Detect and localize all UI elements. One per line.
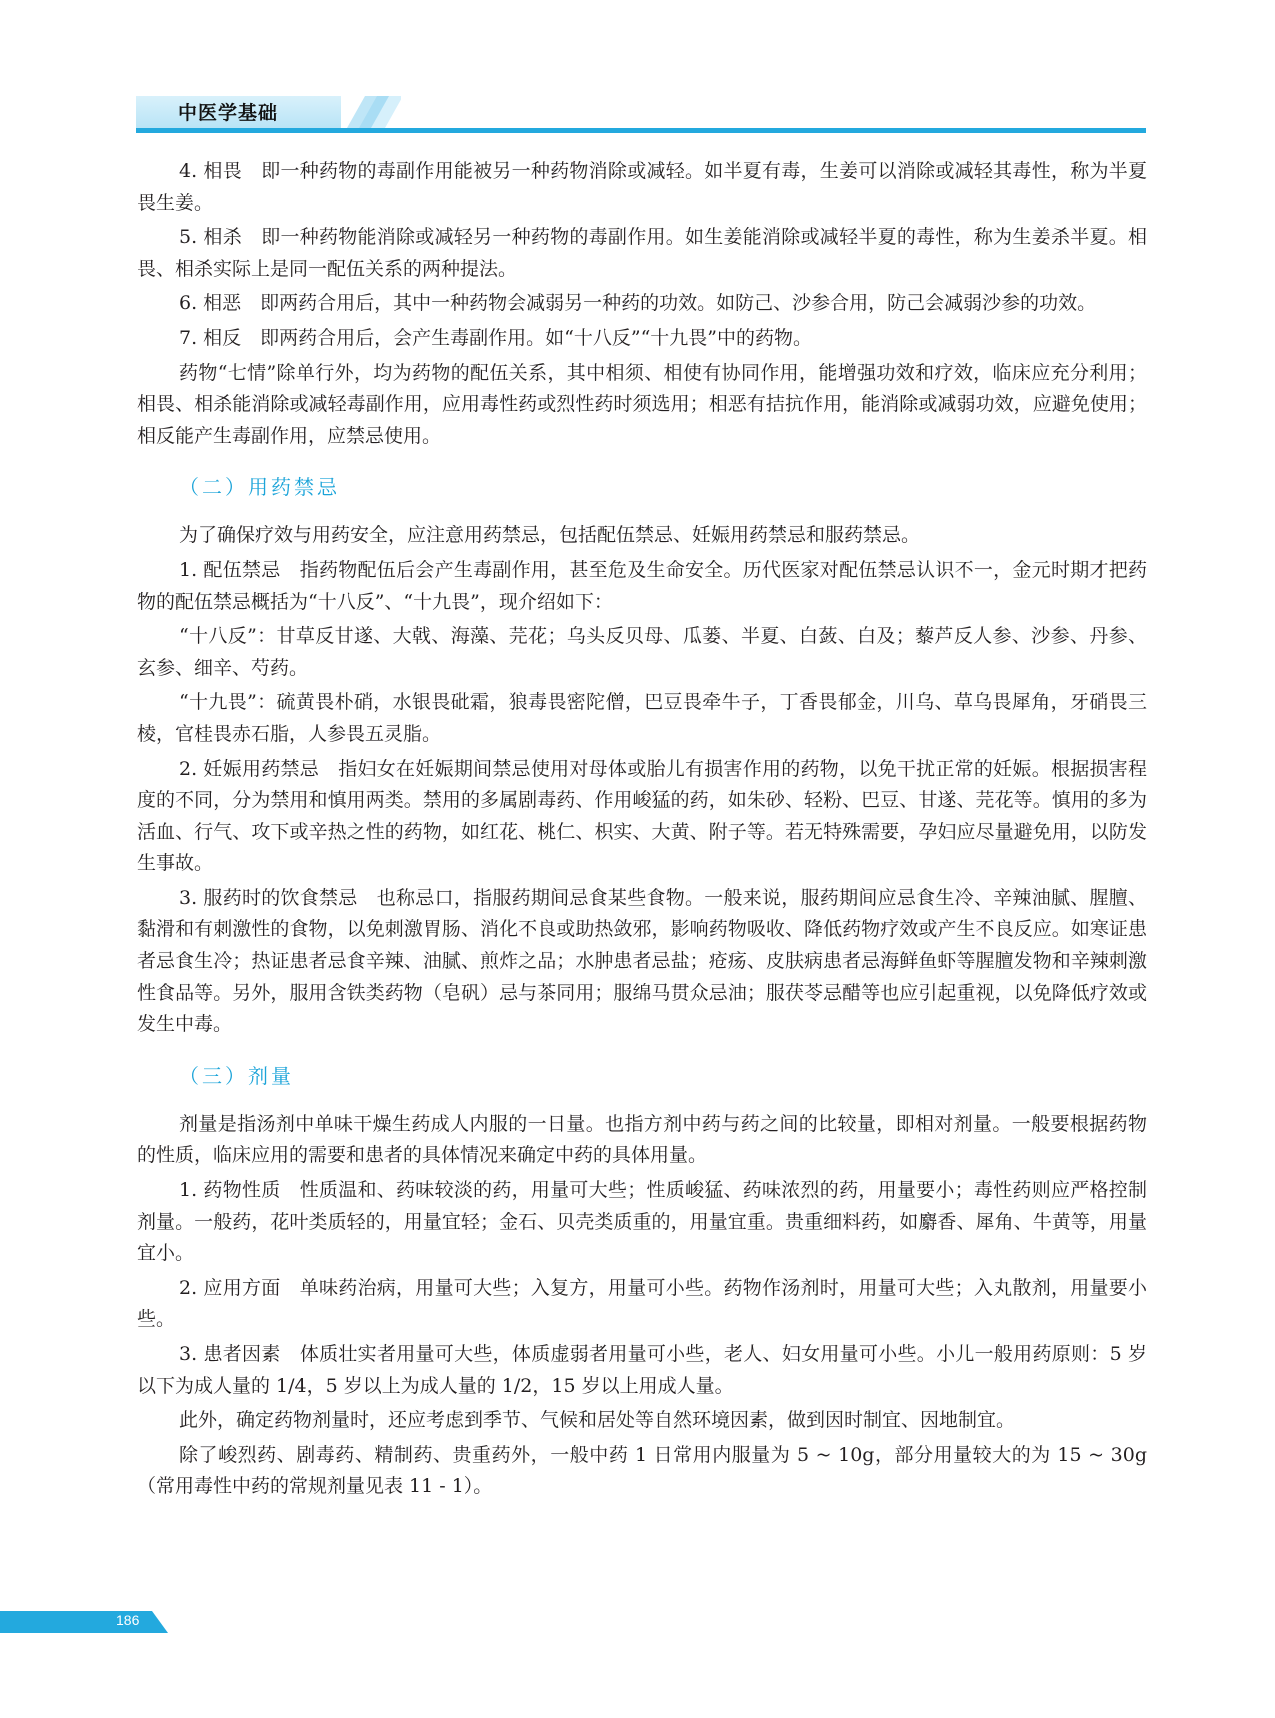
paragraph-nineteen-incompatibilities: “十九畏”：硫黄畏朴硝，水银畏砒霜，狼毒畏密陀僧，巴豆畏牵牛子，丁香畏郁金，川乌、草乌畏犀角，牙硝畏三棱，官桂畏赤石脂，人参畏五灵脂。 [137,691,1147,745]
page-body [137,156,1147,1506]
paragraph-xiangwei: 4. 相畏 即一种药物的毒副作用能被另一种药物消除或减轻。如半夏有毒，生姜可以消除或减轻其毒性，称为半夏畏生姜。 [137,160,1147,214]
paragraph-qiqing-summary: 药物“七情”除单行外，均为药物的配伍关系，其中相须、相使有协同作用，能增强功效和疗效，临床应充分利用；相畏、相杀能消除或减轻毒副作用，应用毒性药或烈性药时须选用；相恶有拮抗作用，能消除或减弱功效，应避免使用；相反能产生毒副作用，应禁忌使用。 [137,361,1147,447]
running-header [136,92,1146,132]
book-title: 中医学基础 [178,102,279,124]
paragraph-pregnancy-taboo: 2. 妊娠用药禁忌 指妇女在妊娠期间禁忌使用对母体或胎儿有损害作用的药物，以免干扰正常的妊娠。根据损害程度的不同，分为禁用和慎用两类。禁用的多属剧毒药、作用峻猛的药，如朱砂、轻粉、巴豆、甘遂、芫花等。慎用的多为活血、行气、攻下或辛热之性的药物，如红花、桃仁、枳实、大黄、附子等。若无特殊需要，孕妇应尽量避免用，以防发生事故。 [137,757,1147,875]
paragraph-dosage-definition: 剂量是指汤剂中单味干燥生药成人内服的一日量。也指方剂中药与药之间的比较量，即相对剂量。一般要根据药物的性质，临床应用的需要和患者的具体情况来确定中药的具体用量。 [137,1112,1147,1167]
paragraph-dietary-taboo: 3. 服药时的饮食禁忌 也称忌口，指服药期间忌食某些食物。一般来说，服药期间应忌食生冷、辛辣油腻、腥膻、黏滑和有刺激性的食物，以免刺激胃肠、消化不良或助热敛邪，影响药物吸收、降低药物疗效或产生不良反应。如寒证患者忌食生冷；热证患者忌食辛辣、油腻、煎炸之品；水肿患者忌盐；疮疡、皮肤病患者忌海鲜鱼虾等腥膻发物和辛辣刺激性食品等。另外，服用含铁类药物（皂矾）忌与茶同用；服绵马贯众忌油；服茯苓忌醋等也应引起重视，以免降低疗效或发生中毒。 [137,886,1147,1036]
paragraph-xiangsha: 5. 相杀 即一种药物能消除或减轻另一种药物的毒副作用。如生姜能消除或减轻半夏的毒性，称为生姜杀半夏。相畏、相杀实际上是同一配伍关系的两种提法。 [137,226,1147,280]
page-number-tab [0,1611,170,1635]
paragraph-application: 2. 应用方面 单味药治病，用量可大些；入复方，用量可小些。药物作汤剂时，用量可大些；入丸散剂，用量要小些。 [137,1276,1147,1331]
paragraph-patient-factors: 3. 患者因素 体质壮实者用量可大些，体质虚弱者用量可小些，老人、妇女用量可小些。小儿一般用药原则：5 岁以下为成人量的 1/4，5 岁以上为成人量的 1/2，15 岁以上用成人量。 [137,1343,1147,1397]
paragraph-compatibility-taboo: 1. 配伍禁忌 指药物配伍后会产生毒副作用，甚至危及生命安全。历代医家对配伍禁忌认识不一，金元时期才把药物的配伍禁忌概括为“十八反”、“十九畏”，现介绍如下： [137,558,1147,613]
paragraph-daily-dose: 除了峻烈药、剧毒药、精制药、贵重药外，一般中药 1 日常用内服量为 5 ~ 10g，部分用量较大的为 15 ~ 30g（常用毒性中药的常规剂量见表 11 - 1）。 [137,1443,1147,1498]
section-heading-dosage: （三）剂量 [179,1063,294,1088]
paragraph-xiange: 6. 相恶 即两药合用后，其中一种药物会减弱另一种药的功效。如防己、沙参合用，防己会减弱沙参的功效。 [179,292,1097,315]
paragraph-eighteen-antagonisms: “十八反”：甘草反甘遂、大戟、海藻、芫花；乌头反贝母、瓜蒌、半夏、白蔹、白及；藜芦反人参、沙参、丹参、玄参、细辛、芍药。 [137,625,1147,679]
paragraph-environment: 此外，确定药物剂量时，还应考虑到季节、气候和居处等自然环境因素，做到因时制宜、因地制宜。 [179,1409,1016,1432]
section-heading-contraindications: （二）用药禁忌 [179,475,340,500]
paragraph-xiangfan: 7. 相反 即两药合用后，会产生毒副作用。如“十八反”“十九畏”中的药物。 [179,326,813,349]
paragraph-drug-properties: 1. 药物性质 性质温和、药味较淡的药，用量可大些；性质峻猛、药味浓烈的药，用量要小；毒性药则应严格控制剂量。一般药，花叶类质轻的，用量宜轻；金石、贝壳类质重的，用量宜重。贵重细料药，如麝香、犀角、牛黄等，用量宜小。 [137,1179,1147,1265]
header-rule [136,128,1146,133]
page-number: 186 [116,1612,140,1628]
paragraph-contraindications-intro: 为了确保疗效与用药安全，应注意用药禁忌，包括配伍禁忌、妊娠用药禁忌和服药禁忌。 [179,524,921,547]
header-stripes-decoration [341,92,401,128]
